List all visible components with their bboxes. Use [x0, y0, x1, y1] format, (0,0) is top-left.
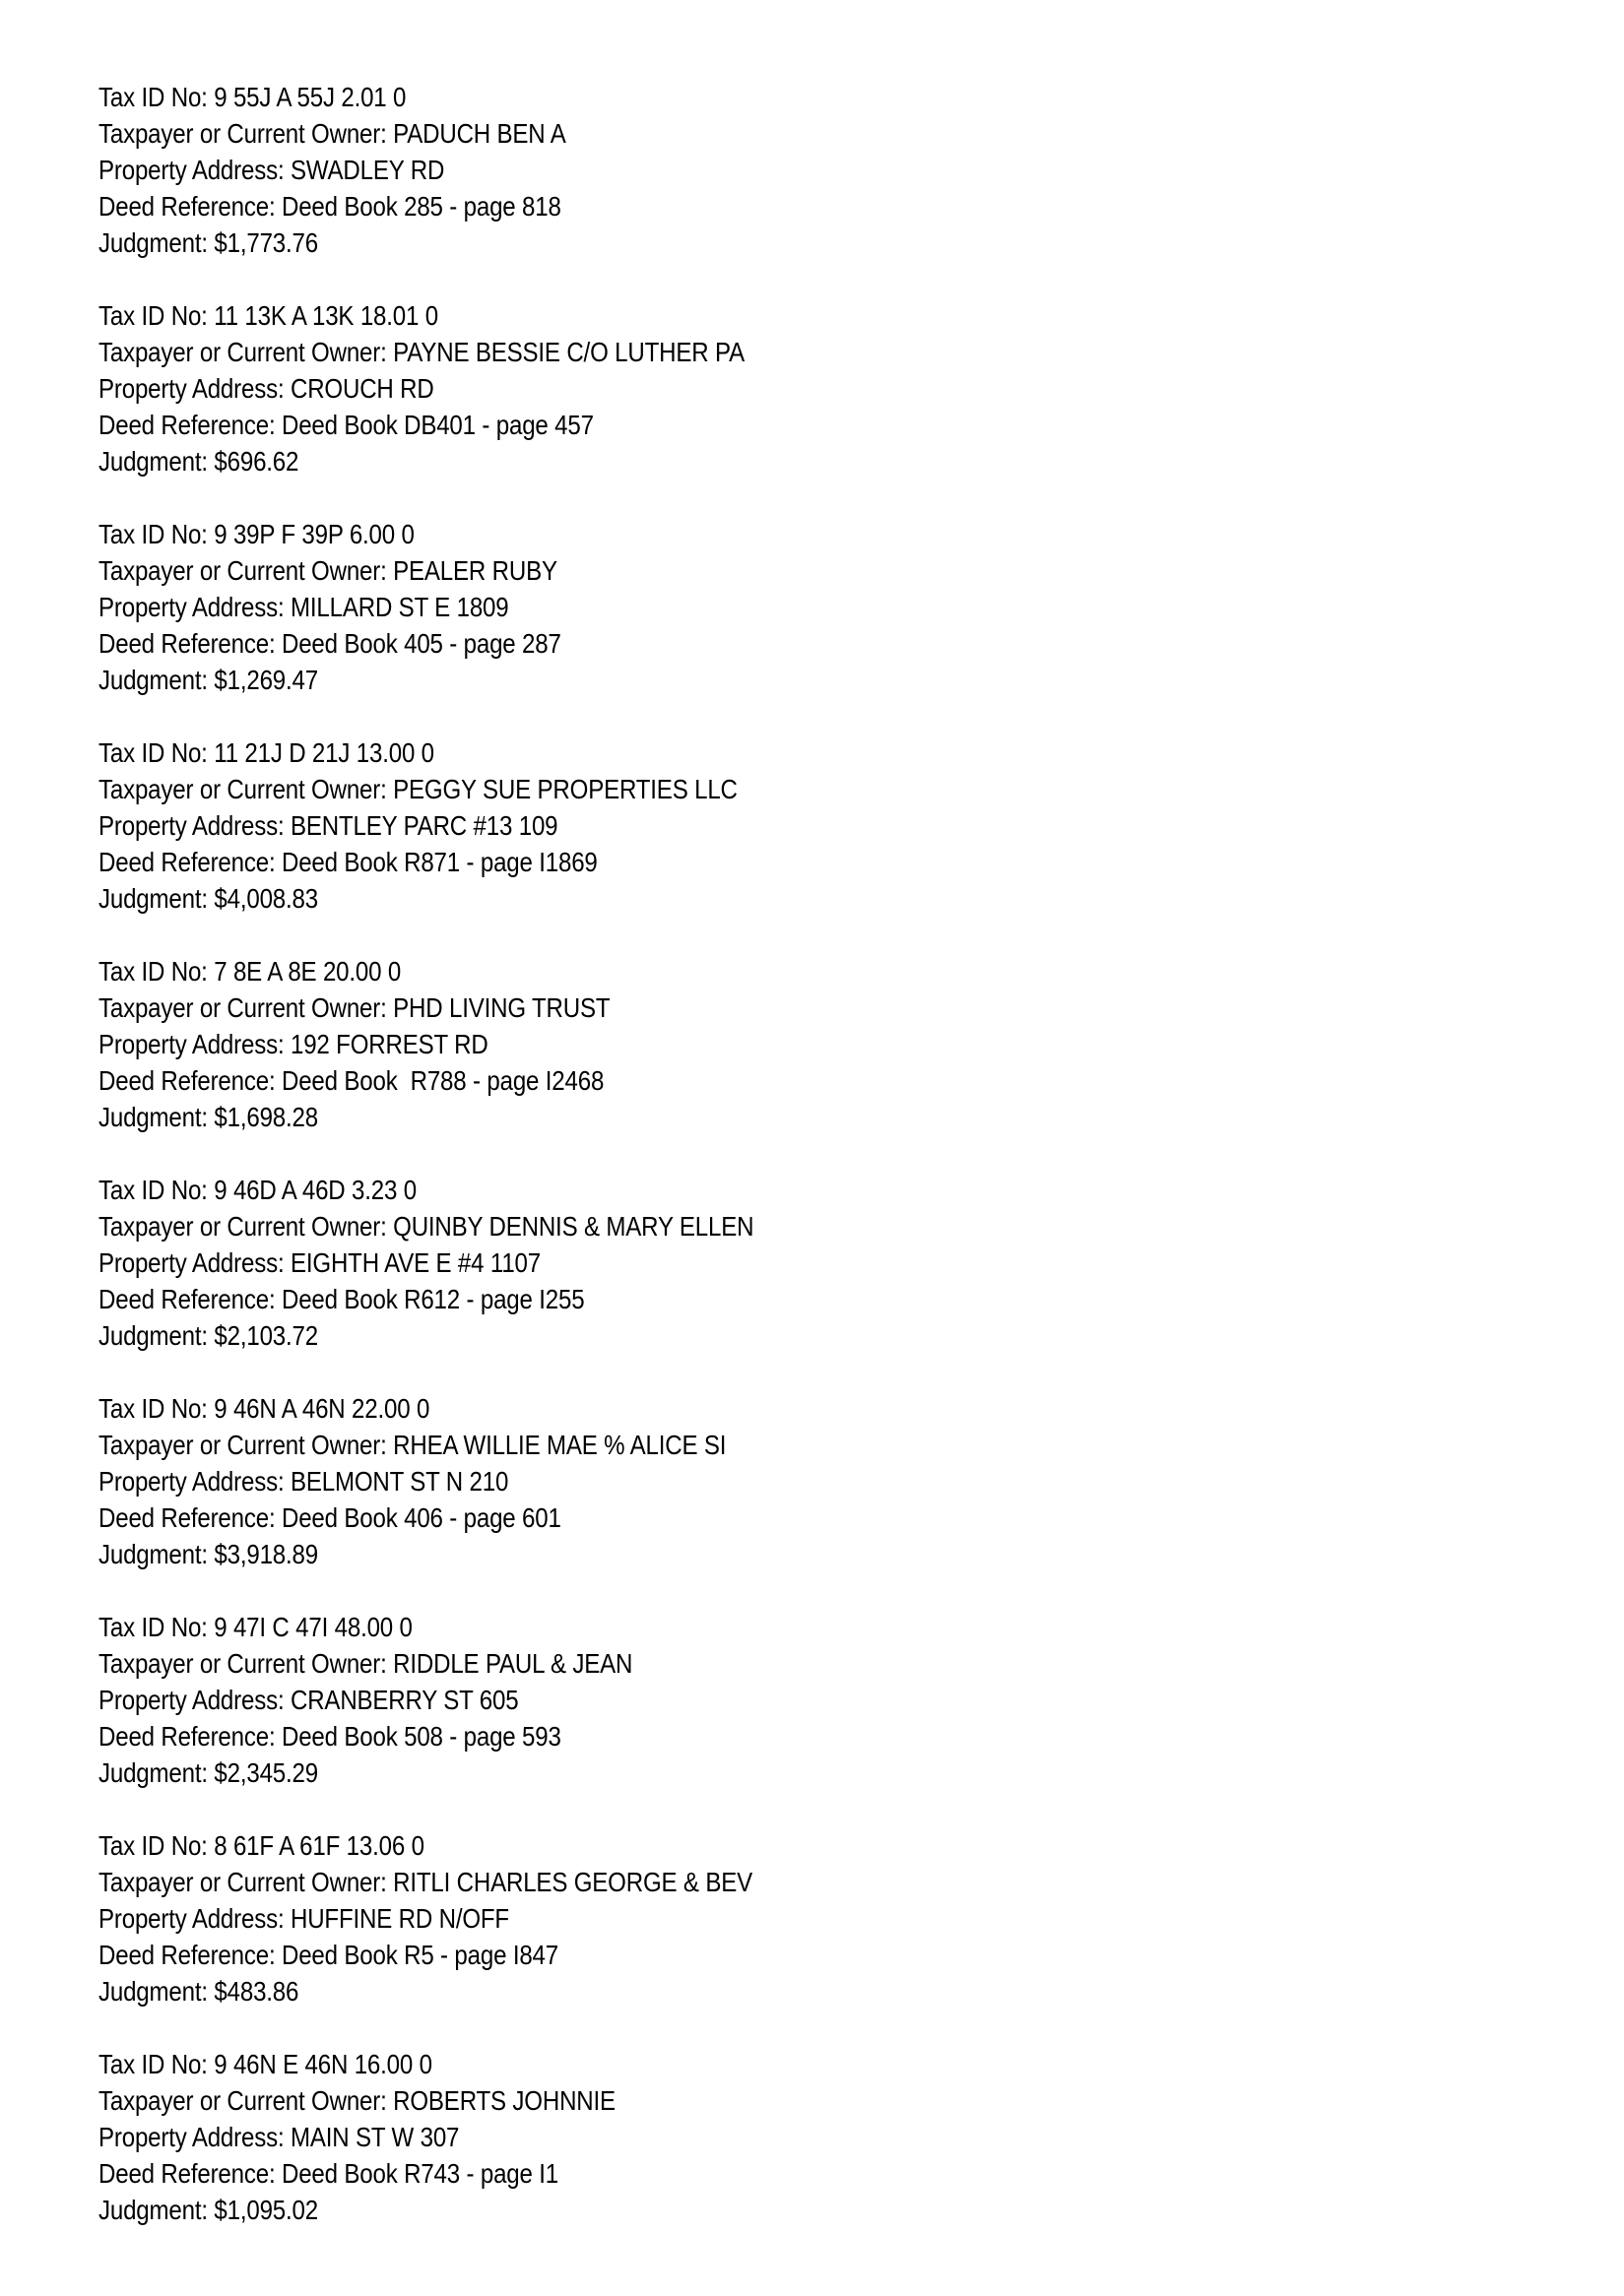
tax-id: Tax ID No: 11 21J D 21J 13.00 0	[98, 737, 434, 768]
tax-id: Tax ID No: 9 46N E 46N 16.00 0	[98, 2049, 432, 2079]
deed-reference: Deed Reference: Deed Book 406 - page 601	[98, 1502, 561, 1533]
owner: Taxpayer or Current Owner: PEGGY SUE PROPERTIES LLC	[98, 774, 738, 804]
property-record	[98, 516, 1477, 734]
owner: Taxpayer or Current Owner: RHEA WILLIE MAE % ALICE SI	[98, 1430, 727, 1460]
property-address: Property Address: CROUCH RD	[98, 373, 434, 404]
judgment-amount: Judgment: $2,103.72	[98, 1320, 318, 1351]
tax-id: Tax ID No: 9 55J A 55J 2.01 0	[98, 82, 407, 112]
owner: Taxpayer or Current Owner: RITLI CHARLES GEORGE & BEV	[98, 1867, 753, 1897]
property-record	[98, 297, 1477, 516]
tax-id: Tax ID No: 11 13K A 13K 18.01 0	[98, 300, 438, 331]
owner: Taxpayer or Current Owner: QUINBY DENNIS & MARY ELLEN	[98, 1211, 754, 1242]
property-address: Property Address: BELMONT ST N 210	[98, 1466, 509, 1497]
property-address: Property Address: BENTLEY PARC #13 109	[98, 810, 558, 841]
judgment-amount: Judgment: $3,918.89	[98, 1539, 318, 1569]
property-address: Property Address: CRANBERRY ST 605	[98, 1685, 519, 1715]
owner: Taxpayer or Current Owner: PAYNE BESSIE C/O LUTHER PA	[98, 337, 745, 367]
tax-id: Tax ID No: 8 61F A 61F 13.06 0	[98, 1830, 424, 1861]
property-record	[98, 79, 1477, 297]
property-address: Property Address: EIGHTH AVE E #4 1107	[98, 1247, 541, 1278]
property-address: Property Address: SWADLEY RD	[98, 155, 445, 185]
property-record	[98, 953, 1477, 1172]
judgment-amount: Judgment: $696.62	[98, 446, 299, 477]
judgment-amount: Judgment: $1,698.28	[98, 1102, 318, 1132]
judgment-amount: Judgment: $2,345.29	[98, 1757, 318, 1788]
tax-id: Tax ID No: 7 8E A 8E 20.00 0	[98, 956, 402, 987]
document-page	[98, 79, 1477, 2264]
property-record	[98, 1172, 1477, 1390]
tax-id: Tax ID No: 9 47I C 47I 48.00 0	[98, 1612, 413, 1642]
deed-reference: Deed Reference: Deed Book 405 - page 287	[98, 628, 561, 659]
property-record	[98, 2046, 1477, 2264]
owner: Taxpayer or Current Owner: PEALER RUBY	[98, 555, 557, 586]
judgment-amount: Judgment: $1,269.47	[98, 665, 318, 695]
deed-reference: Deed Reference: Deed Book 285 - page 818	[98, 191, 561, 222]
tax-id: Tax ID No: 9 46N A 46N 22.00 0	[98, 1393, 430, 1424]
deed-reference: Deed Reference: Deed Book R612 - page I255	[98, 1284, 585, 1314]
owner: Taxpayer or Current Owner: PHD LIVING TRUST	[98, 992, 611, 1023]
deed-reference: Deed Reference: Deed Book 508 - page 593	[98, 1721, 561, 1752]
deed-reference: Deed Reference: Deed Book R871 - page I1869	[98, 847, 598, 877]
judgment-amount: Judgment: $4,008.83	[98, 883, 318, 914]
tax-id: Tax ID No: 9 46D A 46D 3.23 0	[98, 1175, 417, 1205]
deed-reference: Deed Reference: Deed Book R788 - page I2468	[98, 1065, 605, 1096]
property-address: Property Address: MILLARD ST E 1809	[98, 592, 509, 622]
owner: Taxpayer or Current Owner: PADUCH BEN A	[98, 118, 566, 149]
tax-id: Tax ID No: 9 39P F 39P 6.00 0	[98, 519, 415, 549]
owner: Taxpayer or Current Owner: ROBERTS JOHNNIE	[98, 2085, 616, 2116]
deed-reference: Deed Reference: Deed Book DB401 - page 457	[98, 410, 594, 440]
property-address: Property Address: HUFFINE RD N/OFF	[98, 1903, 509, 1934]
owner: Taxpayer or Current Owner: RIDDLE PAUL & JEAN	[98, 1648, 633, 1679]
property-record	[98, 1827, 1477, 2046]
property-record	[98, 1609, 1477, 1827]
property-address: Property Address: MAIN ST W 307	[98, 2122, 460, 2152]
judgment-amount: Judgment: $1,773.76	[98, 227, 318, 258]
judgment-amount: Judgment: $483.86	[98, 1976, 299, 2007]
property-record	[98, 1390, 1477, 1609]
property-address: Property Address: 192 FORREST RD	[98, 1029, 488, 1059]
deed-reference: Deed Reference: Deed Book R5 - page I847	[98, 1940, 559, 1970]
property-record	[98, 734, 1477, 953]
judgment-amount: Judgment: $1,095.02	[98, 2195, 318, 2225]
deed-reference: Deed Reference: Deed Book R743 - page I1	[98, 2158, 559, 2189]
